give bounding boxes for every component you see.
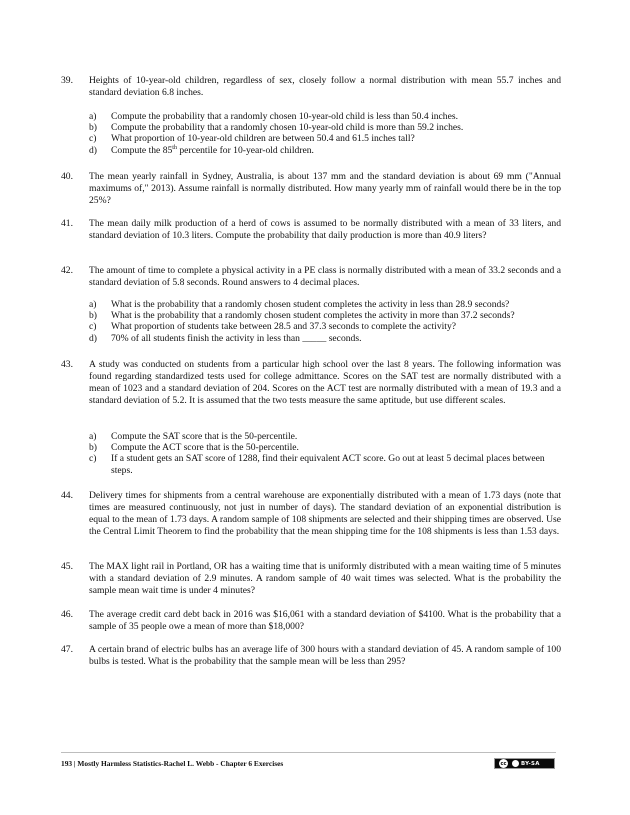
part-text: Compute the SAT score that is the 50-percentile. bbox=[111, 431, 298, 442]
part-b bbox=[89, 310, 559, 321]
superscript: th bbox=[172, 144, 177, 151]
part-d bbox=[89, 145, 559, 156]
part-a bbox=[89, 431, 559, 442]
part-label: a) bbox=[89, 111, 97, 122]
license-label-group bbox=[512, 760, 540, 767]
question-42 bbox=[61, 265, 561, 289]
question-text: A study was conducted on students from a particular high school over the last 8 years. The following information was found regarding standardized tests used for college admittance. Scores on the SAT test are normally distributed with a mean of 1023 and a standard deviation of 204. Scores on the ACT test are normally distributed with a mean of 19.3 and a standard deviation of 5.2. It is assumed that the two tests measure the same aptitude, but use different scales. bbox=[89, 359, 561, 407]
part-a bbox=[89, 111, 559, 122]
part-label: c) bbox=[89, 453, 97, 465]
part-text: percentile for 10-year-old children. bbox=[176, 144, 314, 156]
license-label: BY-SA bbox=[521, 760, 540, 767]
question-45 bbox=[61, 561, 561, 597]
question-text: Heights of 10-year-old children, regardless of sex, closely follow a normal distribution with mean 55.7 inches and standard deviation 6.8 inches. bbox=[89, 75, 561, 99]
part-b bbox=[89, 442, 559, 453]
question-text: A certain brand of electric bulbs has an average life of 300 hours with a standard deviation of 45. A random sample of 100 bulbs is tested. What is the probability that the sample mean will be less than 295? bbox=[89, 644, 561, 668]
question-47 bbox=[61, 644, 561, 668]
part-label: d) bbox=[89, 144, 97, 156]
question-41 bbox=[61, 218, 561, 242]
question-number: 44. bbox=[61, 490, 73, 501]
question-number: 46. bbox=[61, 609, 73, 620]
question-39-parts bbox=[89, 111, 559, 156]
part-b bbox=[89, 122, 559, 133]
question-text: The mean daily milk production of a herd of cows is assumed to be normally distributed with a mean of 33 liters, and standard deviation of 10.3 liters. Compute the probability that daily production is more than 40.9 liters? bbox=[89, 218, 561, 242]
part-c bbox=[89, 321, 559, 332]
part-label: c) bbox=[89, 133, 97, 145]
part-label: d) bbox=[89, 332, 97, 344]
part-text: What is the probability that a randomly chosen student completes the activity in less than 28.9 seconds? bbox=[111, 299, 510, 310]
part-label: b) bbox=[89, 442, 97, 454]
part-a bbox=[89, 299, 559, 310]
part-label: c) bbox=[89, 321, 97, 333]
part-label: b) bbox=[89, 310, 97, 322]
cc-icon: cc bbox=[500, 760, 507, 767]
part-text: What proportion of students take between 28.5 and 37.3 seconds to complete the activity? bbox=[111, 321, 457, 333]
question-number: 42. bbox=[61, 265, 73, 276]
question-text: The mean yearly rainfall in Sydney, Australia, is about 137 mm and the standard deviation is about 69 mm ("Annual maximums of," 2013). Assume rainfall is normally distributed. How many yearly mm of rainfall would there be in the top 25%? bbox=[89, 171, 561, 207]
question-text: Delivery times for shipments from a central warehouse are exponentially distributed with a mean of 1.73 days (note that times are measured continuously, not just in number of days). The standard deviation of an exponential distribution is equal to the mean of 1.73 days. A random sample of 108 shipments are selected and their shipping times are observed. Use the Central Limit Theorem to find the probability that the mean shipping time for the 108 shipments is less than 1.53 days. bbox=[89, 490, 561, 538]
page-footer: 193 | Mostly Harmless Statistics-Rachel L. Webb - Chapter 6 Exercises bbox=[61, 759, 284, 768]
part-c bbox=[89, 453, 559, 475]
part-text: What proportion of 10-year-old children are between 50.4 and 61.5 inches tall? bbox=[111, 133, 415, 145]
question-43 bbox=[61, 359, 561, 407]
part-text: Compute the ACT score that is the 50-percentile. bbox=[111, 442, 299, 454]
question-text: The MAX light rail in Portland, OR has a waiting time that is uniformly distributed with a mean waiting time of 5 minutes with a standard deviation of 2.9 minutes. A random sample of 40 wait times was selected. What is the probability the sample mean wait time is under 4 minutes? bbox=[89, 561, 561, 597]
attribution-icon bbox=[512, 760, 519, 767]
question-number: 43. bbox=[61, 359, 73, 370]
question-43-parts bbox=[89, 431, 559, 476]
license-badge bbox=[494, 758, 555, 769]
question-42-parts bbox=[89, 299, 559, 344]
part-c bbox=[89, 133, 559, 144]
question-40 bbox=[61, 171, 561, 207]
part-text: What is the probability that a randomly chosen student completes the activity in more than 37.2 seconds? bbox=[111, 310, 515, 322]
question-44 bbox=[61, 490, 561, 538]
question-number: 40. bbox=[61, 171, 73, 182]
part-text: Compute the 85 bbox=[111, 144, 173, 156]
part-text: Compute the probability that a randomly chosen 10-year-old child is more than 59.2 inches. bbox=[111, 122, 464, 134]
question-39 bbox=[61, 75, 561, 99]
question-number: 45. bbox=[61, 561, 73, 572]
question-number: 39. bbox=[61, 75, 73, 86]
question-text: The amount of time to complete a physical activity in a PE class is normally distributed with a mean of 33.2 seconds and a standard deviation of 5.8 seconds. Round answers to 4 decimal places. bbox=[89, 265, 561, 289]
question-number: 41. bbox=[61, 218, 73, 229]
part-label: b) bbox=[89, 122, 97, 134]
question-number: 47. bbox=[61, 644, 73, 655]
part-label: a) bbox=[89, 299, 97, 310]
footer-divider bbox=[61, 752, 556, 753]
part-text: If a student gets an SAT score of 1288, find their equivalent ACT score. Go out at least 5 decimal places between steps. bbox=[111, 453, 545, 476]
part-label: a) bbox=[89, 431, 97, 442]
part-text: Compute the probability that a randomly chosen 10-year-old child is less than 50.4 inches. bbox=[111, 111, 458, 122]
part-d bbox=[89, 333, 559, 344]
question-46 bbox=[61, 609, 561, 633]
question-text: The average credit card debt back in 2016 was $16,061 with a standard deviation of $4100. What is the probability that a sample of 35 people owe a mean of more than $18,000? bbox=[89, 609, 561, 633]
part-text: 70% of all students finish the activity in less than _____ seconds. bbox=[111, 332, 362, 344]
